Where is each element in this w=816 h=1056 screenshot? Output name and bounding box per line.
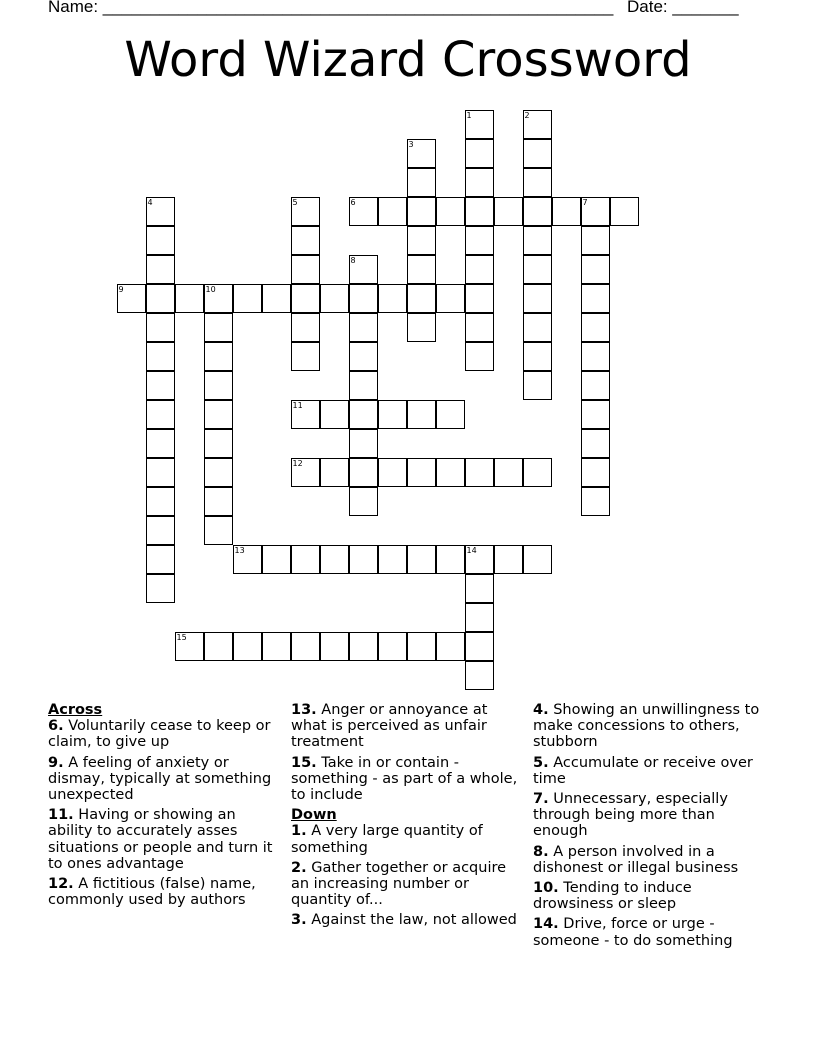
clue-text: Tending to induce drowsiness or sleep	[533, 880, 692, 913]
clue-text: Anger or annoyance at what is perceived as unfair treatment	[291, 702, 488, 751]
grid-cell[interactable]	[581, 458, 610, 487]
grid-cell[interactable]	[320, 545, 349, 574]
grid-cell[interactable]	[581, 226, 610, 255]
grid-cell[interactable]	[291, 284, 320, 313]
clue-number: 14.	[533, 916, 559, 933]
grid-cell[interactable]	[233, 632, 262, 661]
grid-cell[interactable]	[146, 226, 175, 255]
clue-number: 11.	[48, 807, 74, 824]
clue-down-10	[533, 880, 773, 912]
grid-cell[interactable]	[349, 487, 378, 516]
grid-cell[interactable]	[494, 197, 523, 226]
clue-number: 2.	[291, 859, 307, 876]
clue-text: A very large quantity of something	[291, 823, 483, 856]
grid-cell[interactable]	[349, 429, 378, 458]
clue-text: Accumulate or receive over time	[533, 754, 753, 787]
clue-number-label: 12	[292, 458, 303, 468]
clue-number-label: 5	[292, 197, 298, 207]
grid-cell[interactable]	[146, 516, 175, 545]
clue-text: Against the law, not allowed	[311, 912, 517, 929]
clue-number-label: 11	[292, 400, 303, 410]
clue-down-5	[533, 755, 773, 787]
grid-cell[interactable]	[204, 516, 233, 545]
grid-cell[interactable]	[204, 371, 233, 400]
grid-cell[interactable]	[204, 313, 233, 342]
clue-across-6	[48, 718, 284, 750]
grid-cell[interactable]	[349, 284, 378, 313]
grid-cell[interactable]	[581, 255, 610, 284]
page-title: Word Wizard Crossword	[124, 32, 692, 88]
clue-number: 7.	[533, 791, 549, 808]
grid-cell[interactable]	[146, 371, 175, 400]
clue-text: Unnecessary, especially through being more than enough	[533, 791, 728, 840]
clue-number: 12.	[48, 876, 74, 893]
grid-cell[interactable]	[233, 284, 262, 313]
grid-cell[interactable]	[291, 400, 320, 429]
clue-across-12	[48, 876, 284, 908]
grid-cell[interactable]	[291, 226, 320, 255]
grid-cell[interactable]	[523, 255, 552, 284]
grid-cell[interactable]	[407, 139, 436, 168]
grid-cell[interactable]	[204, 429, 233, 458]
grid-cell[interactable]	[523, 545, 552, 574]
clue-text: Showing an unwillingness to make concessions to others, stubborn	[533, 702, 760, 751]
grid-cell[interactable]	[465, 255, 494, 284]
grid-cell[interactable]	[349, 371, 378, 400]
clue-column-3	[533, 702, 773, 953]
grid-cell[interactable]	[146, 400, 175, 429]
clue-number: 9.	[48, 754, 64, 771]
grid-cell[interactable]	[407, 313, 436, 342]
clue-across-11	[48, 807, 284, 872]
grid-cell[interactable]	[204, 342, 233, 371]
grid-cell[interactable]	[465, 545, 494, 574]
grid-cell[interactable]	[204, 284, 233, 313]
clue-down-1	[291, 823, 527, 855]
grid-cell[interactable]	[523, 458, 552, 487]
grid-cell[interactable]	[146, 284, 175, 313]
grid-cell[interactable]	[146, 574, 175, 603]
clue-down-14	[533, 916, 773, 948]
grid-cell[interactable]	[407, 255, 436, 284]
clue-down-8	[533, 844, 773, 876]
grid-cell[interactable]	[175, 284, 204, 313]
grid-cell[interactable]	[523, 342, 552, 371]
grid-cell[interactable]	[465, 661, 494, 690]
clue-number-label: 6	[350, 197, 356, 207]
clue-number-label: 10	[205, 284, 216, 294]
clue-down-7	[533, 791, 773, 840]
clue-text: Voluntarily cease to keep or claim, to give up	[48, 718, 271, 751]
grid-cell[interactable]	[146, 458, 175, 487]
clue-down-2	[291, 860, 527, 909]
grid-cell[interactable]	[378, 284, 407, 313]
grid-cell[interactable]	[523, 197, 552, 226]
grid-cell[interactable]	[581, 487, 610, 516]
clue-number: 13.	[291, 702, 317, 718]
clue-number-label: 4	[147, 197, 153, 207]
grid-cell[interactable]	[349, 197, 378, 226]
clue-number: 8.	[533, 843, 549, 860]
grid-cell[interactable]	[465, 313, 494, 342]
clue-number: 4.	[533, 702, 549, 718]
clue-number: 6.	[48, 718, 64, 735]
grid-cell[interactable]	[233, 545, 262, 574]
grid-cell[interactable]	[436, 545, 465, 574]
grid-cell[interactable]	[349, 342, 378, 371]
grid-cell[interactable]	[465, 574, 494, 603]
clue-text: Having or showing an ability to accurately asses situations or people and turn it to ones advantage	[48, 807, 273, 872]
across-heading: Across	[48, 702, 103, 718]
grid-cell[interactable]	[581, 284, 610, 313]
clue-across-9	[48, 755, 284, 804]
grid-cell[interactable]	[146, 255, 175, 284]
grid-cell[interactable]	[581, 371, 610, 400]
grid-cell[interactable]	[146, 342, 175, 371]
grid-cell[interactable]	[320, 284, 349, 313]
name-field-label: Name: ______________________________________________________	[48, 0, 614, 16]
grid-cell[interactable]	[494, 458, 523, 487]
grid-cell[interactable]	[465, 139, 494, 168]
grid-cell[interactable]	[523, 110, 552, 139]
grid-cell[interactable]	[146, 197, 175, 226]
grid-cell[interactable]	[436, 284, 465, 313]
clue-number: 15.	[291, 754, 317, 771]
grid-cell[interactable]	[146, 487, 175, 516]
grid-cell[interactable]	[291, 342, 320, 371]
clue-number: 10.	[533, 880, 559, 897]
grid-cell[interactable]	[320, 458, 349, 487]
grid-cell[interactable]	[407, 632, 436, 661]
grid-cell[interactable]	[204, 632, 233, 661]
grid-cell[interactable]	[407, 545, 436, 574]
grid-cell[interactable]	[581, 313, 610, 342]
clue-number: 1.	[291, 823, 307, 840]
clue-across-13	[291, 702, 527, 751]
grid-cell[interactable]	[349, 632, 378, 661]
grid-cell[interactable]	[349, 400, 378, 429]
grid-cell[interactable]	[378, 400, 407, 429]
clue-number-label: 1	[466, 110, 472, 120]
clue-text: A person involved in a dishonest or illegal business	[533, 843, 739, 876]
grid-cell[interactable]	[465, 342, 494, 371]
grid-cell[interactable]	[291, 255, 320, 284]
clue-across-15	[291, 755, 527, 804]
grid-cell[interactable]	[146, 545, 175, 574]
grid-cell[interactable]	[523, 139, 552, 168]
grid-cell[interactable]	[465, 458, 494, 487]
clue-text: Drive, force or urge - someone - to do something	[533, 916, 733, 949]
grid-cell[interactable]	[407, 226, 436, 255]
grid-cell[interactable]	[320, 400, 349, 429]
clue-number-label: 13	[234, 545, 245, 555]
clue-number-label: 15	[176, 632, 187, 642]
clue-number-label: 7	[582, 197, 588, 207]
grid-cell[interactable]	[349, 545, 378, 574]
grid-cell[interactable]	[465, 110, 494, 139]
grid-cell[interactable]	[610, 197, 639, 226]
grid-cell[interactable]	[349, 458, 378, 487]
grid-cell[interactable]	[465, 284, 494, 313]
grid-cell[interactable]	[175, 632, 204, 661]
grid-cell[interactable]	[291, 545, 320, 574]
grid-cell[interactable]	[291, 632, 320, 661]
grid-cell[interactable]	[204, 400, 233, 429]
clue-column-2	[291, 702, 527, 933]
grid-cell[interactable]	[523, 284, 552, 313]
grid-cell[interactable]	[262, 545, 291, 574]
clue-text: A feeling of anxiety or dismay, typically at something unexpected	[48, 754, 272, 804]
grid-cell[interactable]	[349, 313, 378, 342]
grid-cell[interactable]	[407, 284, 436, 313]
grid-cell[interactable]	[378, 632, 407, 661]
clue-number: 3.	[291, 912, 307, 929]
grid-cell[interactable]	[581, 429, 610, 458]
grid-cell[interactable]	[523, 226, 552, 255]
clue-down-3	[291, 912, 527, 928]
grid-cell[interactable]	[378, 545, 407, 574]
grid-cell[interactable]	[407, 197, 436, 226]
clue-number-label: 8	[350, 255, 356, 265]
clue-number: 5.	[533, 754, 549, 771]
grid-cell[interactable]	[436, 197, 465, 226]
grid-cell[interactable]	[146, 429, 175, 458]
grid-cell[interactable]	[465, 168, 494, 197]
grid-cell[interactable]	[494, 545, 523, 574]
clue-down-4	[533, 702, 773, 751]
grid-cell[interactable]	[581, 342, 610, 371]
grid-cell[interactable]	[204, 458, 233, 487]
grid-cell[interactable]	[581, 197, 610, 226]
grid-cell[interactable]	[465, 632, 494, 661]
grid-cell[interactable]	[436, 458, 465, 487]
down-heading: Down	[291, 807, 337, 824]
grid-cell[interactable]	[378, 458, 407, 487]
clue-number-label: 14	[466, 545, 477, 555]
grid-cell[interactable]	[465, 603, 494, 632]
grid-cell[interactable]	[407, 168, 436, 197]
grid-cell[interactable]	[436, 400, 465, 429]
grid-cell[interactable]	[523, 168, 552, 197]
grid-cell[interactable]	[436, 632, 465, 661]
grid-cell[interactable]	[465, 197, 494, 226]
clue-text: A fictitious (false) name, commonly used by authors	[48, 876, 256, 909]
clue-number-label: 3	[408, 139, 414, 149]
grid-cell[interactable]	[523, 313, 552, 342]
grid-cell[interactable]	[262, 284, 291, 313]
grid-cell[interactable]	[146, 313, 175, 342]
grid-cell[interactable]	[552, 197, 581, 226]
grid-cell[interactable]	[523, 371, 552, 400]
date-field-label: Date: _______	[627, 0, 739, 16]
grid-cell[interactable]	[291, 313, 320, 342]
grid-cell[interactable]	[349, 255, 378, 284]
clue-number-label: 9	[118, 284, 124, 294]
grid-cell[interactable]	[465, 226, 494, 255]
grid-cell[interactable]	[407, 458, 436, 487]
grid-cell[interactable]	[378, 197, 407, 226]
clue-column-1	[48, 702, 284, 912]
clue-number-label: 2	[524, 110, 530, 120]
grid-cell[interactable]	[291, 197, 320, 226]
grid-cell[interactable]	[204, 487, 233, 516]
clue-text: Gather together or acquire an increasing number or quantity of...	[291, 859, 507, 909]
grid-cell[interactable]	[291, 458, 320, 487]
clue-text: Take in or contain - something - as part of a whole, to include	[291, 754, 518, 804]
grid-cell[interactable]	[117, 284, 146, 313]
grid-cell[interactable]	[407, 400, 436, 429]
grid-cell[interactable]	[262, 632, 291, 661]
grid-cell[interactable]	[320, 632, 349, 661]
grid-cell[interactable]	[581, 400, 610, 429]
